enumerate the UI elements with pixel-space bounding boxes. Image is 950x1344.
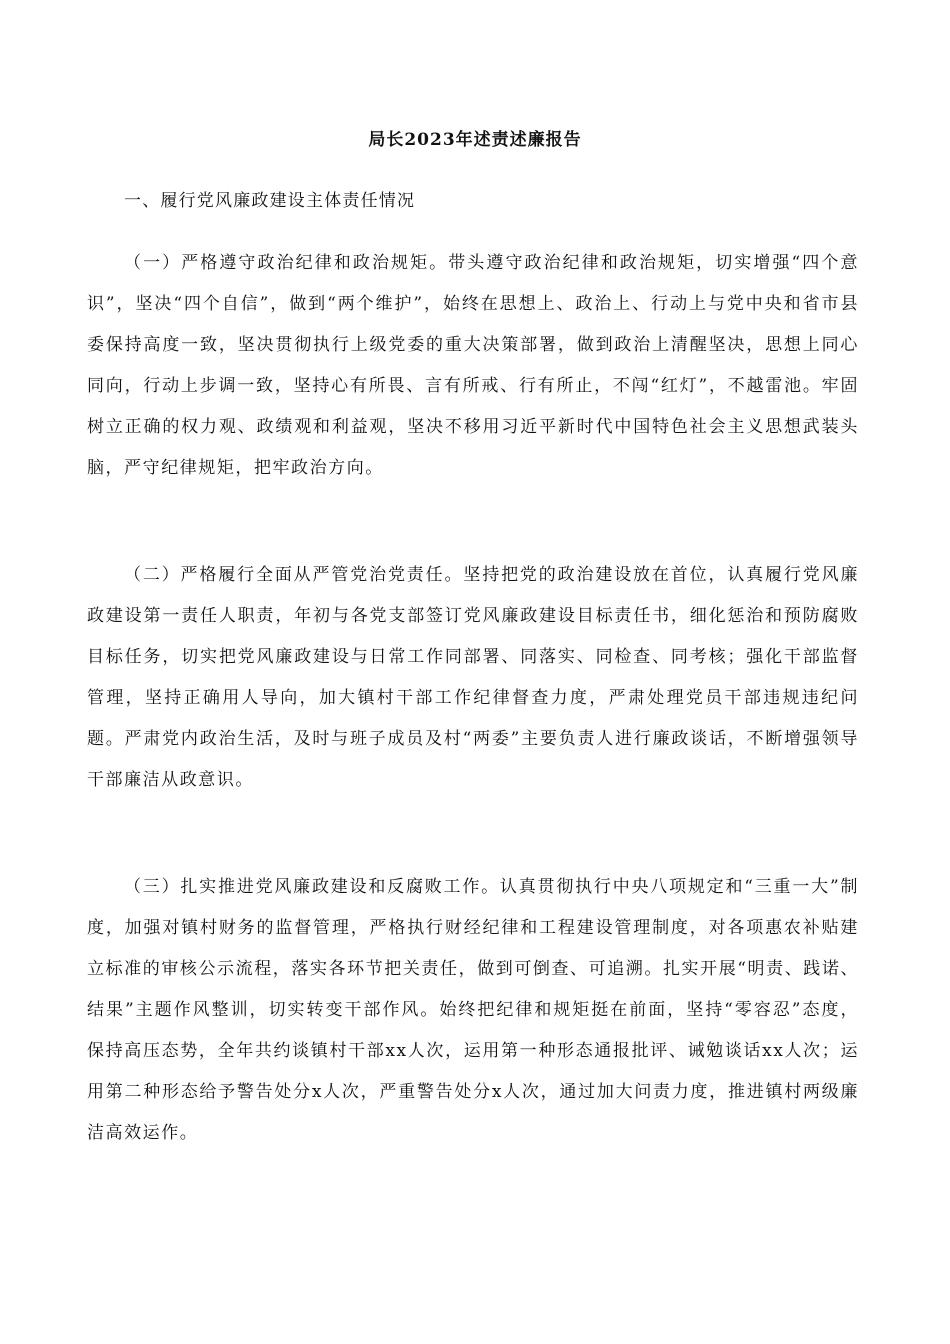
document-title: 局长2023年述责述廉报告	[368, 130, 582, 150]
paragraph-2: （二）严格履行全面从严管党治党责任。坚持把党的政治建设放在首位，认真履行党风廉政建设第一责任人职责，年初与各党支部签订党风廉政建设目标责任书，细化惩治和预防腐败目标任务，切实把党风廉政建设与日常工作同部署、同落实、同检查、同考核；强化干部监督管理，坚持正确用人导向，加大镇村干部工作纪律督查力度，严肃处理党员干部违规违纪问题。严肃党内政治生活，及时与班子成员及村“两委”主要负责人进行廉政谈话，不断增强领导干部廉洁从政意识。	[87, 565, 859, 790]
section-heading: 一、履行党风廉政建设主体责任情况	[124, 191, 416, 211]
paragraph-1: （一）严格遵守政治纪律和政治规矩。带头遵守政治纪律和政治规矩，切实增强“四个意识”，坚决“四个自信”，做到“两个维护”，始终在思想上、政治上、行动上与党中央和省市县委保持高度一致，坚决贯彻执行上级党委的重大决策部署，做到政治上清醒坚决，思想上同心同向，行动上步调一致，坚持心有所畏、言有所戒、行有所止，不闯“红灯”，不越雷池。牢固树立正确的权力观、政绩观和利益观，坚决不移用习近平新时代中国特色社会主义思想武装头脑，严守纪律规矩，把牢政治方向。	[87, 253, 859, 478]
paragraph-3: （三）扎实推进党风廉政建设和反腐败工作。认真贯彻执行中央八项规定和“三重一大”制度，加强对镇村财务的监督管理，严格执行财经纪律和工程建设管理制度，对各项惠农补贴建立标准的审核公示流程，落实各环节把关责任，做到可倒查、可追溯。扎实开展“明责、践诺、结果”主题作风整训，切实转变干部作风。始终把纪律和规矩挺在前面，坚持“零容忍”态度，保持高压态势，全年共约谈镇村干部xx人次，运用第一种形态通报批评、诫勉谈话xx人次；运用第二种形态给予警告处分x人次，严重警告处分x人次，通过加大问责力度，推进镇村两级廉洁高效运作。	[87, 877, 859, 1143]
